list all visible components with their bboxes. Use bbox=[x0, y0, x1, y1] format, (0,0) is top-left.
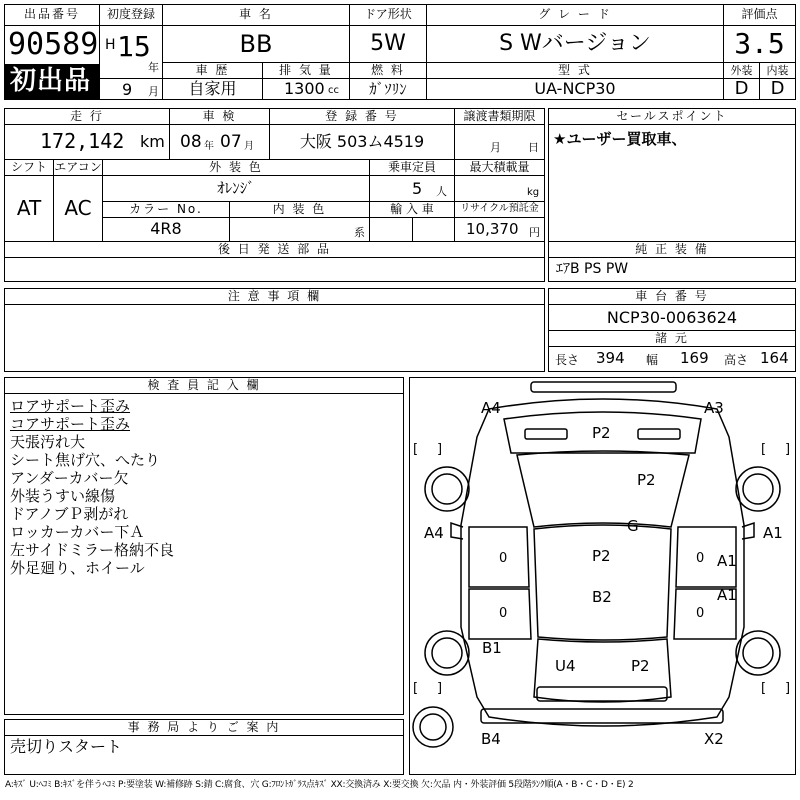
shift: AT bbox=[16, 196, 42, 220]
inspection-month: 07 bbox=[220, 132, 242, 152]
chassis-label: 車 台 番 号 bbox=[635, 289, 709, 303]
diagram-mark: A1 bbox=[717, 552, 737, 570]
bracket-open: [ bbox=[413, 442, 419, 457]
length-label: 長さ bbox=[555, 353, 580, 367]
interior-score: D bbox=[770, 78, 785, 99]
length: 394 bbox=[596, 349, 625, 367]
interior-label: 内装 bbox=[766, 64, 789, 77]
door-label: ドア形状 bbox=[364, 7, 412, 21]
mileage-unit: km bbox=[140, 132, 165, 151]
recycle-unit: 円 bbox=[529, 226, 540, 239]
diagram-mark: G bbox=[627, 517, 639, 535]
door-type: 5W bbox=[370, 31, 406, 56]
diagram-mark: B4 bbox=[481, 730, 501, 748]
inspector-item: 天張汚れ大 bbox=[10, 433, 86, 451]
front-bumper bbox=[531, 382, 676, 392]
inspection-label: 車 検 bbox=[202, 109, 237, 123]
rear-tailgate bbox=[537, 687, 667, 701]
width-label: 幅 bbox=[646, 353, 659, 367]
int-color-label: 内 装 色 bbox=[272, 202, 327, 216]
roof bbox=[534, 525, 671, 640]
exterior-label: 外装 bbox=[730, 64, 753, 77]
office-text: 売切りスタート bbox=[10, 737, 123, 756]
first-listing-badge: 初出品 bbox=[10, 66, 92, 96]
inspector-item: ロアサポート歪み bbox=[10, 397, 131, 415]
car-name: BB bbox=[239, 30, 273, 58]
recycle-label: リサイクル預託金 bbox=[460, 203, 539, 214]
transfer-label: 譲渡書類期限 bbox=[463, 109, 536, 123]
grade: S Wバージョン bbox=[499, 31, 651, 56]
inspector-label: 検 査 員 記 入 欄 bbox=[147, 378, 261, 392]
diagram-mark: A3 bbox=[704, 399, 724, 417]
displacement-unit: cc bbox=[328, 85, 339, 96]
color: ｵﾚﾝｼﾞ bbox=[217, 179, 255, 197]
model: UA-NCP30 bbox=[534, 79, 616, 98]
first-reg-year: 15 bbox=[117, 30, 151, 63]
import-label: 輸 入 車 bbox=[390, 202, 434, 216]
car-diagram bbox=[409, 377, 796, 775]
recycle: 10,370 bbox=[466, 220, 519, 238]
zero-mark: 0 bbox=[499, 551, 508, 566]
era: H bbox=[105, 37, 116, 53]
capacity: 5 bbox=[412, 179, 423, 198]
specs-cell bbox=[548, 346, 796, 372]
ac: AC bbox=[64, 196, 92, 220]
bracket-open: [ bbox=[761, 681, 767, 696]
inspector-item: 外装うすい線傷 bbox=[10, 487, 116, 505]
bracket-open: [ bbox=[761, 442, 767, 457]
color-no-label: カラー No. bbox=[129, 202, 203, 216]
inspector-item: アンダーカバー欠 bbox=[10, 469, 129, 487]
inspector-item: ドアノブＰ剥がれ bbox=[10, 505, 129, 523]
fuel-label: 燃 料 bbox=[371, 63, 405, 77]
displacement: 1300 bbox=[284, 79, 325, 98]
mileage: 172,142 bbox=[40, 129, 125, 153]
bracket-open: [ bbox=[413, 681, 419, 696]
later-parts-label: 後 日 発 送 部 品 bbox=[217, 242, 332, 256]
displacement-label: 排 気 量 bbox=[279, 63, 333, 77]
plate: 大阪 503ム4519 bbox=[299, 132, 425, 151]
bracket-close: ] bbox=[437, 681, 443, 696]
diagram-mark: B1 bbox=[482, 639, 502, 657]
diagram-mark: U4 bbox=[555, 657, 576, 675]
inspector-list bbox=[10, 397, 174, 577]
shift-label: シフト bbox=[10, 160, 47, 174]
sales-text: ★ユーザー買取車、 bbox=[553, 130, 687, 148]
zero-mark: 0 bbox=[696, 606, 705, 621]
zero-mark: 0 bbox=[499, 606, 508, 621]
import-cell-a bbox=[369, 217, 413, 242]
exterior-score: D bbox=[734, 78, 749, 99]
grade-label: グ レ ー ド bbox=[538, 7, 612, 21]
transfer-day-unit: 日 bbox=[528, 141, 539, 154]
diagram-mark: P2 bbox=[637, 471, 656, 489]
spare-wheel bbox=[413, 707, 453, 747]
transfer-month-unit: 月 bbox=[490, 141, 501, 154]
import-cell-b bbox=[412, 217, 455, 242]
chassis: NCP30-0063624 bbox=[606, 308, 738, 327]
diagram-mark: P2 bbox=[592, 547, 611, 565]
diagram-mark: A4 bbox=[424, 524, 444, 542]
month-unit: 月 bbox=[148, 85, 159, 98]
specs-label: 諸 元 bbox=[655, 331, 689, 345]
inspector-item: シート焦げ穴、へたり bbox=[10, 451, 161, 469]
ac-label: エアコン bbox=[54, 160, 102, 174]
bracket-close: ] bbox=[785, 442, 791, 457]
bracket-close: ] bbox=[785, 681, 791, 696]
score-label: 評価点 bbox=[741, 7, 778, 21]
diagram-mark: P2 bbox=[631, 657, 650, 675]
load-label: 最大積載量 bbox=[469, 160, 530, 174]
office-label: 事 務 局 よ り ご 案 内 bbox=[127, 720, 281, 734]
model-label: 型 式 bbox=[558, 63, 592, 77]
int-color-cell bbox=[229, 217, 370, 242]
history: 自家用 bbox=[188, 79, 237, 98]
diagram-mark: X2 bbox=[704, 730, 724, 748]
diagram-mark: P2 bbox=[592, 424, 611, 442]
inspector-item: 外足廻り、ホイール bbox=[10, 559, 145, 577]
fuel: ｶﾞｿﾘﾝ bbox=[369, 80, 407, 98]
plate-label: 登 録 番 号 bbox=[325, 109, 399, 123]
equip-label: 純 正 装 備 bbox=[635, 242, 709, 256]
color-label: 外 装 色 bbox=[209, 160, 263, 174]
bracket-close: ] bbox=[437, 442, 443, 457]
headlight-left bbox=[525, 429, 567, 439]
caution-label: 注 意 事 項 欄 bbox=[227, 289, 322, 303]
inspection-year-unit: 年 bbox=[204, 141, 214, 152]
legend: A:ｷｽﾞ U:ﾍｺﾐ B:ｷｽﾞを伴うﾍｺﾐ P:要塗装 W:補修跡 S:錆 C:腐食、穴 G:ﾌﾛﾝﾄｶﾞﾗｽ点ｷｽﾞ XX:交換済み X:要交換 欠:欠品 内・外装評価 5段階ﾗﾝｸ順(A・B・C・D・E) 2 bbox=[5, 780, 634, 790]
load-unit: kg bbox=[527, 187, 540, 198]
capacity-unit: 人 bbox=[436, 185, 447, 198]
inspector-item: 左サイドミラー格納不良 bbox=[10, 541, 174, 559]
history-label: 車 歴 bbox=[195, 63, 230, 77]
score: 3.5 bbox=[734, 27, 785, 60]
later-parts-cell bbox=[4, 257, 545, 282]
diagram-mark: A1 bbox=[763, 524, 783, 542]
inspector-item: ロッカーカバー下Ａ bbox=[10, 523, 145, 541]
first-reg-month: 9 bbox=[122, 80, 133, 99]
name-label: 車 名 bbox=[239, 7, 273, 21]
inspector-item: コアサポート歪み bbox=[10, 415, 131, 433]
diagram-mark: A4 bbox=[481, 399, 501, 417]
windshield bbox=[517, 451, 689, 527]
zero-mark: 0 bbox=[696, 551, 705, 566]
height: 164 bbox=[760, 349, 789, 367]
lot-number: 90589 bbox=[8, 27, 99, 62]
width: 169 bbox=[680, 349, 709, 367]
caution-cell bbox=[4, 304, 545, 372]
headlight-right bbox=[638, 429, 680, 439]
sales-label: セールスポイント bbox=[616, 109, 728, 123]
first-reg-label: 初度登録 bbox=[106, 7, 155, 21]
lot-label: 出品番号 bbox=[23, 7, 80, 21]
mileage-label: 走 行 bbox=[70, 109, 104, 123]
diagram-mark: B2 bbox=[592, 588, 612, 606]
diagram-mark: A1 bbox=[717, 586, 737, 604]
capacity-label: 乗車定員 bbox=[387, 160, 436, 174]
height-label: 高さ bbox=[724, 353, 749, 367]
inspection-month-unit: 月 bbox=[244, 141, 254, 152]
int-color-unit: 系 bbox=[354, 226, 365, 239]
year-unit: 年 bbox=[148, 61, 159, 74]
inspection-year: 08 bbox=[180, 132, 202, 152]
equipment: ｴｱB PS PW bbox=[556, 261, 629, 277]
color-no: 4R8 bbox=[150, 219, 182, 238]
